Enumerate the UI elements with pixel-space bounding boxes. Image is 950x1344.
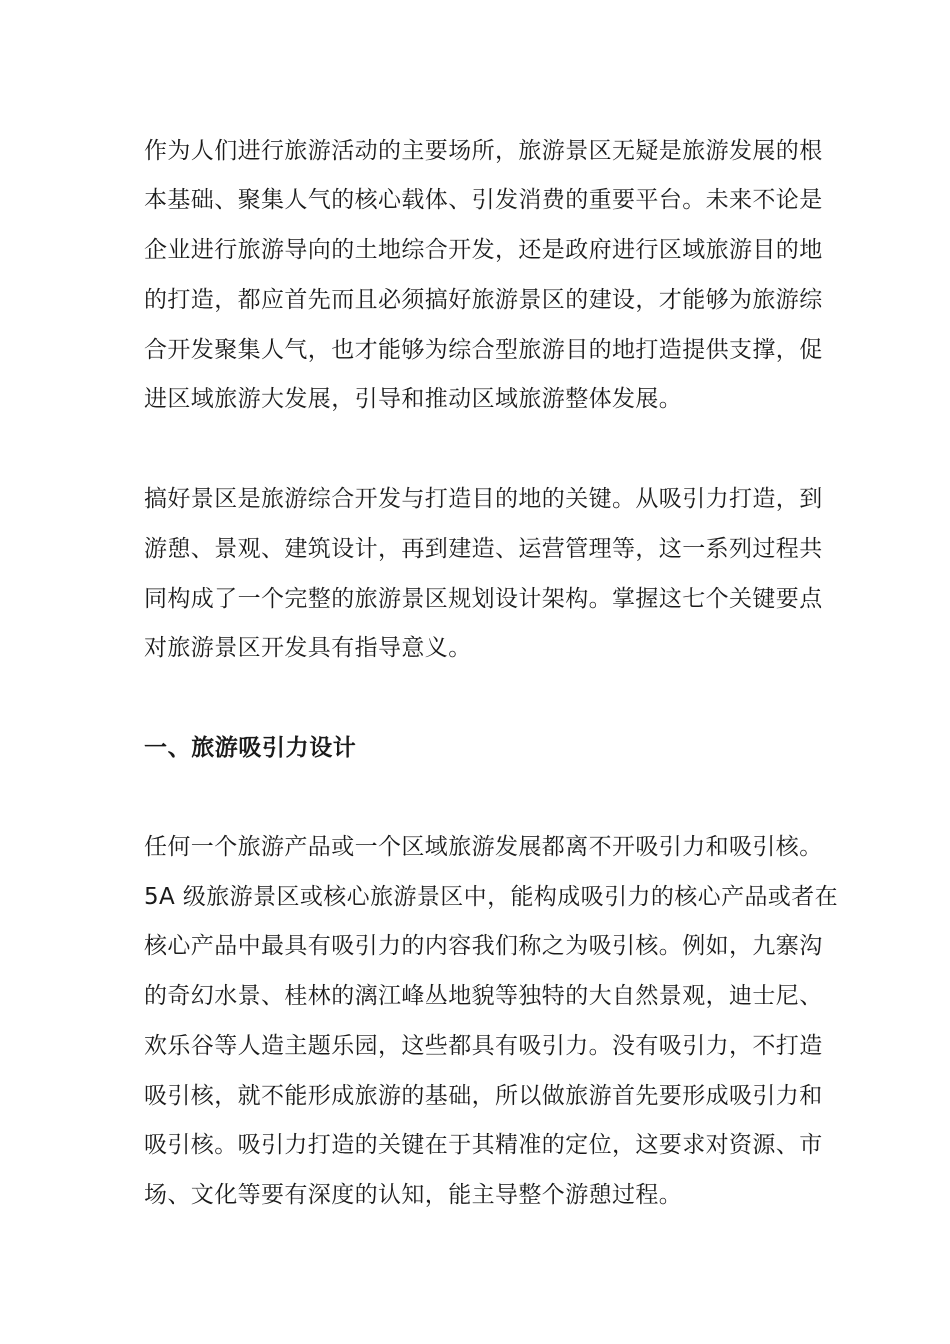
paragraph-line: 的奇幻水景、桂林的漓江峰丛地貌等独特的大自然景观，迪士尼、 xyxy=(144,983,823,1009)
paragraph-line: 核心产品中最具有吸引力的内容我们称之为吸引核。例如，九寨沟 xyxy=(144,933,823,959)
paragraph-line: 进区域旅游大发展，引导和推动区域旅游整体发展。 xyxy=(144,386,683,412)
paragraph-line: 对旅游景区开发具有指导意义。 xyxy=(144,635,472,661)
paragraph-line: 吸引核，就不能形成旅游的基础，所以做旅游首先要形成吸引力和 xyxy=(144,1083,823,1109)
paragraph-line: 搞好景区是旅游综合开发与打造目的地的关键。从吸引力打造，到 xyxy=(144,486,823,512)
paragraph-line: 游憩、景观、建筑设计，再到建造、运营管理等，这一系列过程共 xyxy=(144,536,823,562)
paragraph-line: 同构成了一个完整的旅游景区规划设计架构。掌握这七个关键要点 xyxy=(144,586,823,612)
paragraph-line: 任何一个旅游产品或一个区域旅游发展都离不开吸引力和吸引核。 xyxy=(144,834,823,860)
section-heading: 一、旅游吸引力设计 xyxy=(144,735,357,761)
paragraph-line: 的打造，都应首先而且必须搞好旅游景区的建设，才能够为旅游综 xyxy=(144,287,823,313)
paragraph-line: 作为人们进行旅游活动的主要场所，旅游景区无疑是旅游发展的根 xyxy=(144,138,823,164)
paragraph-line: 欢乐谷等人造主题乐园，这些都具有吸引力。没有吸引力，不打造 xyxy=(144,1033,823,1059)
paragraph-line: 企业进行旅游导向的土地综合开发，还是政府进行区域旅游目的地 xyxy=(144,237,823,263)
paragraph-line: 本基础、聚集人气的核心载体、引发消费的重要平台。未来不论是 xyxy=(144,187,823,213)
paragraph-line: 吸引核。吸引力打造的关键在于其精准的定位，这要求对资源、市 xyxy=(144,1132,823,1158)
paragraph-line: 合开发聚集人气，也才能够为综合型旅游目的地打造提供支撑，促 xyxy=(144,337,823,363)
paragraph-line: 场、文化等要有深度的认知，能主导整个游憩过程。 xyxy=(144,1182,683,1208)
paragraph-line: 5A 级旅游景区或核心旅游景区中，能构成吸引力的核心产品或者在 xyxy=(144,884,839,910)
